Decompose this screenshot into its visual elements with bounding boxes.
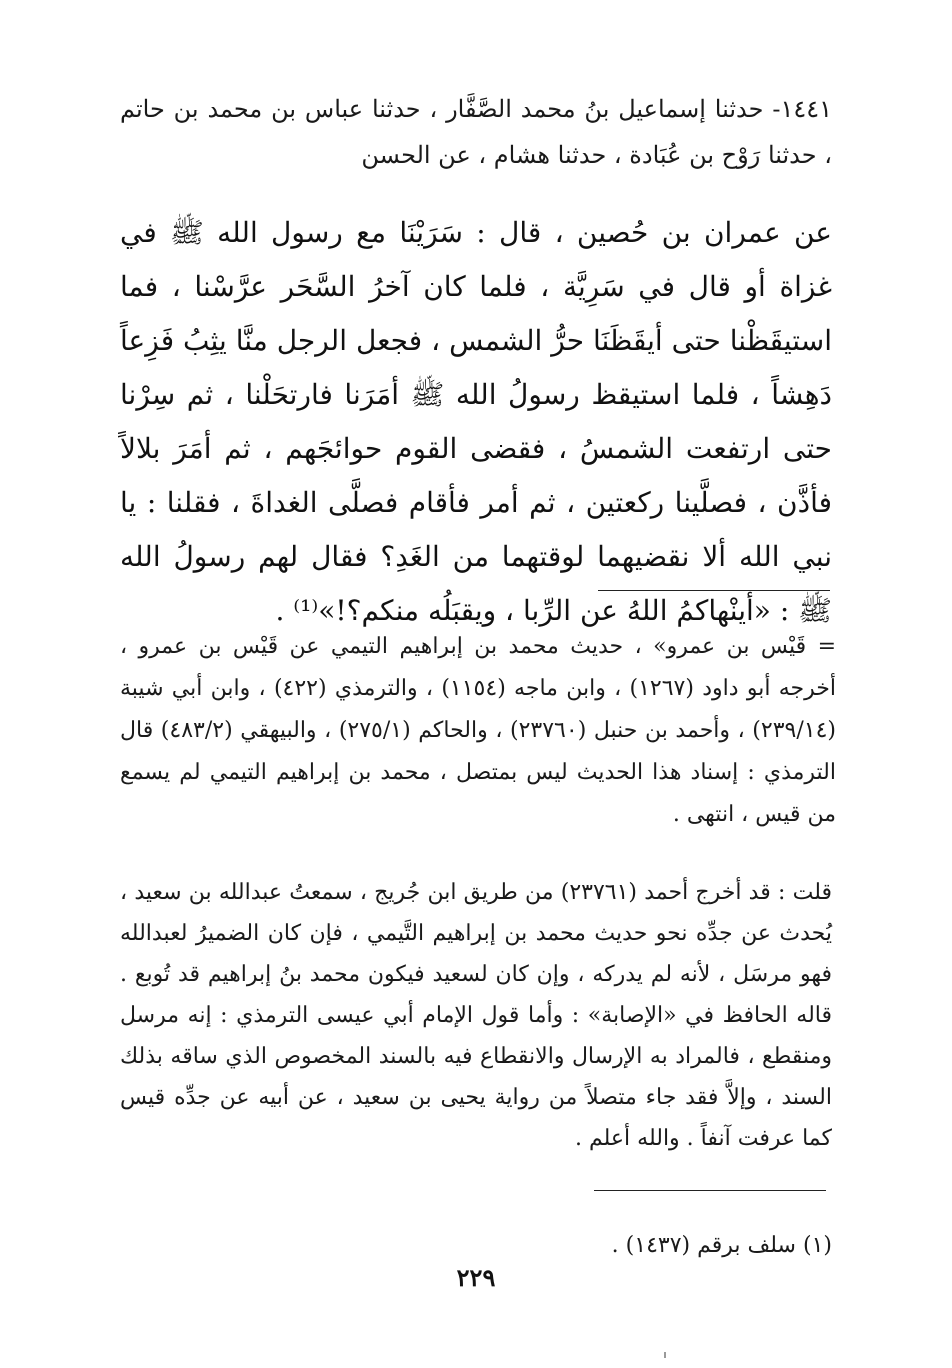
footnote-comment: قلت : قد أخرج أحمد (٢٣٧٦١) من طريق ابن جُريج ، سمعتُ عبدالله بن سعيد ، يُحدث عن جدِّه نحو حديث محمد بن إبراهيم التَّيمي ، فإن كان الضميرُ لعبدالله فهو مرسَل ، لأنه لم يدركه ، وإن كان لسعيد فيكون محمد بنُ إبراهيم قد تُوبع . قاله الحافظ في «الإصابة» : وأما قول الإمام أبي عيسى الترمذي : إنه مرسل ومنقطع ، فالمراد به الإرسال والانقطاع فيه بالسند المخصوص الذي ساقه بذلك السند ، وإلاَّ فقد جاء متصلاً من رواية يحيى بن سعيد ، عن أبيه عن جدِّه قيس كما عرفت آنفاً . والله أعلم . <box>120 880 832 1151</box>
footnote-1: (١) سلف برقم (١٤٣٧) . <box>611 1233 832 1258</box>
page-number: ٢٢٩ <box>456 1263 496 1292</box>
footnote-continuation: = قَيْس بن عمرو» ، حديث محمد بن إبراهيم التيمي عن قَيْس بن عمرو ، أخرجه أبو داود (١٢٦٧) ، وابن ماجه (١١٥٤) ، والترمذي (٤٢٢) ، وابن أبي شيبة (٢٣٩/١٤) ، وأحمد بن حنبل (٢٣٧٦٠) ، والحاكم (٢٧٥/١) ، والبيهقي (٤٨٣/٢) قال الترمذي : إسناد هذا الحديث ليس بمتصل ، محمد بن إبراهيم التيمي لم يسمع من قيس ، انتهى . <box>120 634 837 827</box>
scan-mark <box>660 1352 670 1362</box>
footnote-separator-2 <box>594 1190 826 1191</box>
hadith-isnad: ١٤٤١- حدثنا إسماعيل بنُ محمد الصَّفَّار ، حدثنا عباس بن محمد بن حاتم ، حدثنا رَوْح بن عُبَادة ، حدثنا هشام ، عن الحسن <box>120 95 832 169</box>
footnote-separator <box>598 590 830 591</box>
hadith-matn: عن عمران بن حُصين ، قال : سَرَيْنَا مع رسول الله ﷺ في غزاة أو قال في سَرِيَّة ، فلما كان آخرُ السَّحَر عرَّسْنا ، فما استيقَظْنا حتى أيقَظَنَا حرُّ الشمس ، فجعل الرجل منَّا يثِبُ فَزِعاً دَهِشاً ، فلما استيقظ رسولُ الله ﷺ أمَرَنا فارتحَلْنا ، ثم سِرْنا حتى ارتفعت الشمسُ ، فقضى القوم حوائجَهم ، ثم أمَرَ بلالاً فأذَّن ، فصلَّينا ركعتين ، ثم أمر فأقام فصلَّى الغداةَ ، فقلنا : يا نبي الله ألا نقضيهما لوقتهما من الغَدِ؟ فقال لهم رسولُ الله ﷺ : «أينْهاكمُ اللهُ عن الرِّبا ، ويقبَلُه منكم؟!»⁽¹⁾ . <box>120 216 832 627</box>
